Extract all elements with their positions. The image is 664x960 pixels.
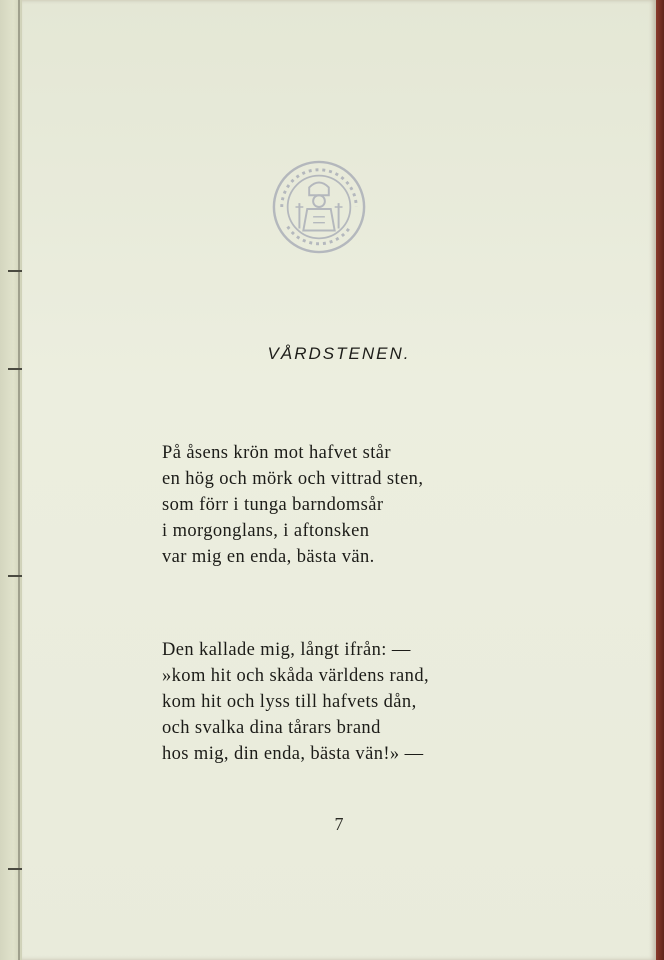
- binding-mark: [8, 575, 22, 577]
- facing-page-edge: [0, 0, 22, 960]
- poem-line: På åsens krön mot hafvet står: [162, 443, 391, 463]
- stanza-2: [162, 637, 429, 767]
- poem-line: en hög och mörk och vittrad sten,: [162, 469, 424, 489]
- binding-mark: [8, 270, 22, 272]
- page-number: 7: [334, 814, 344, 834]
- poem-line: och svalka dina tårars brand: [162, 718, 381, 738]
- book-cover-edge: [656, 0, 664, 960]
- poem-line: hos mig, din enda, bästa vän!» —: [162, 744, 424, 764]
- stanza-1: [162, 440, 423, 570]
- poem-line: Den kallade mig, långt ifrån: —: [162, 640, 411, 660]
- poem-line: kom hit och lyss till hafvets dån,: [162, 692, 417, 712]
- poem-line: var mig en enda, bästa vän.: [162, 547, 375, 567]
- binding-mark: [8, 368, 22, 370]
- book-page: [22, 0, 656, 960]
- poem-line: som förr i tunga barndomsår: [162, 495, 384, 515]
- poem-title: VÅRDSTENEN.: [267, 344, 411, 363]
- poem-line: i morgonglans, i aftonsken: [162, 521, 370, 541]
- gutter-line: [18, 0, 20, 960]
- binding-mark: [8, 868, 22, 870]
- poem-line: »kom hit och skåda världens rand,: [162, 666, 429, 686]
- library-seal-icon: [270, 158, 368, 256]
